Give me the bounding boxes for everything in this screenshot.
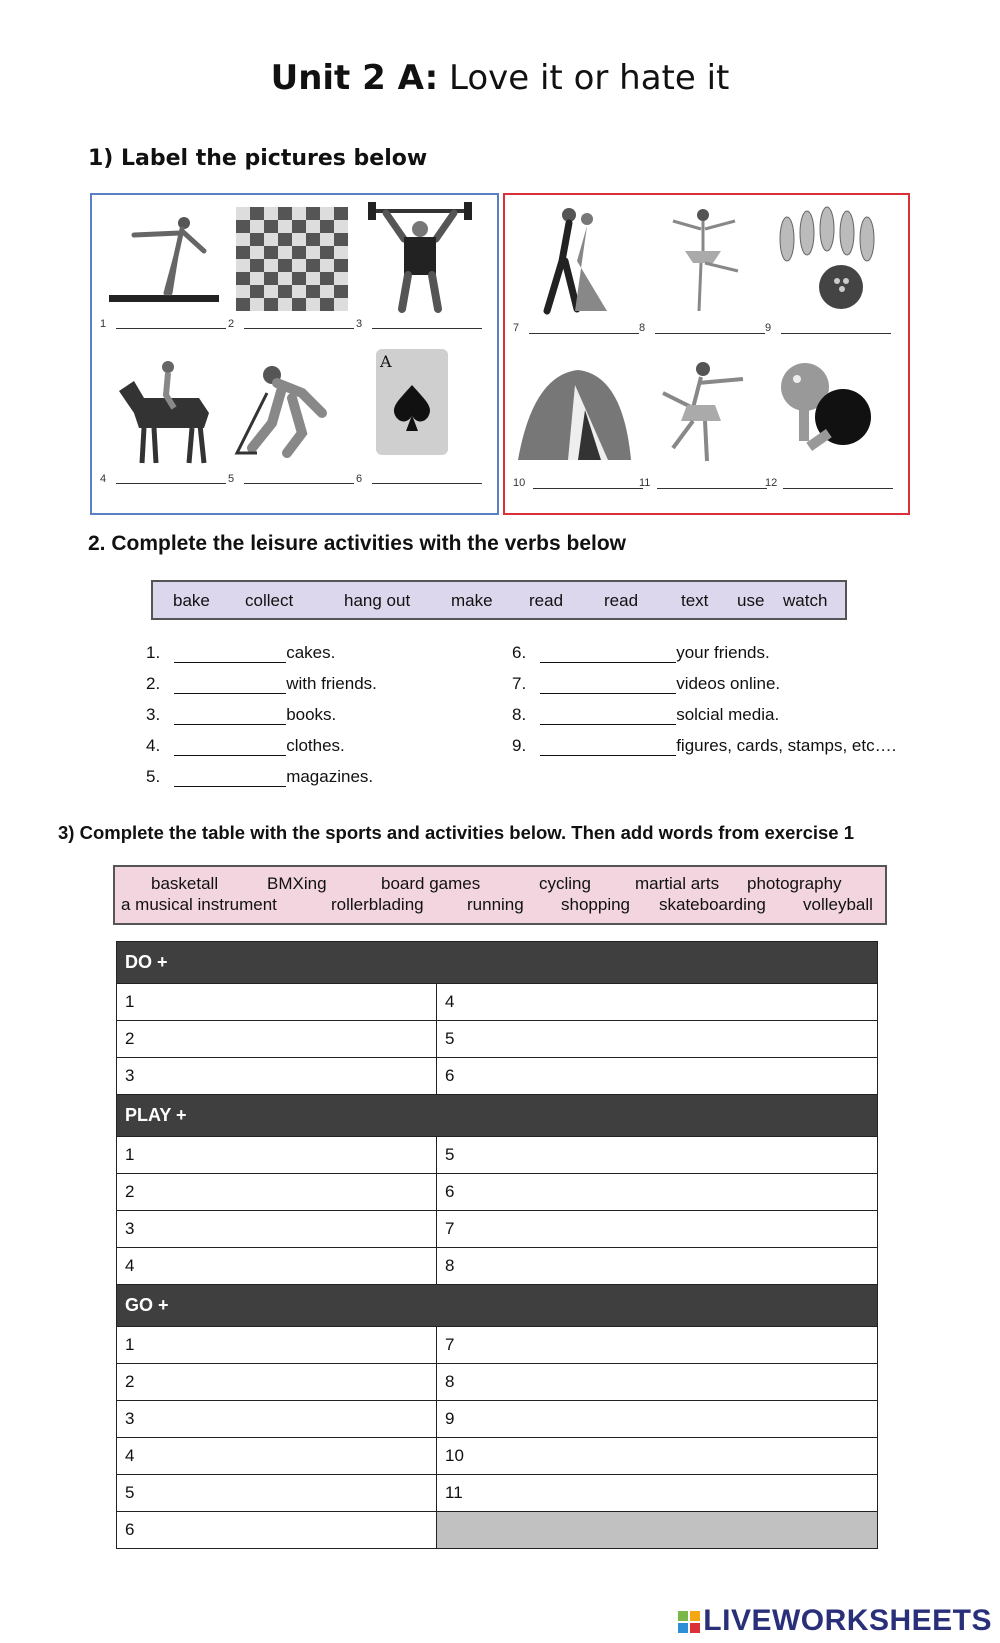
- bowling-picture: [767, 199, 887, 319]
- chess-square: [320, 298, 334, 311]
- answer-blank[interactable]: [540, 708, 676, 725]
- section2-heading: 2. Complete the leisure activities with the verbs below: [88, 532, 626, 555]
- exercise-item: 1. cakes.: [146, 643, 336, 662]
- answer-blank[interactable]: [540, 739, 676, 756]
- gymnastics-picture: [104, 201, 224, 321]
- table-cell[interactable]: 6: [437, 1174, 878, 1211]
- table-cell[interactable]: 6: [437, 1058, 878, 1095]
- chess-square: [320, 285, 334, 298]
- sport-word: BMXing: [267, 874, 327, 893]
- exercise-item: 9. figures, cards, stamps, etc….: [512, 736, 897, 755]
- picture-number: 4: [100, 473, 107, 485]
- table-cell[interactable]: 8: [437, 1248, 878, 1285]
- chess-square: [306, 298, 320, 311]
- picture-number: 3: [356, 318, 363, 330]
- table-cell[interactable]: 7: [437, 1327, 878, 1364]
- picture-panel-left: [90, 193, 499, 515]
- table-row: [117, 1174, 878, 1211]
- table-row: [117, 1248, 878, 1285]
- table-cell[interactable]: 8: [437, 1364, 878, 1401]
- table-cell[interactable]: 2: [117, 1021, 437, 1058]
- ice-skating-picture: [643, 353, 763, 473]
- chess-square: [292, 233, 306, 246]
- table-cell[interactable]: 9: [437, 1401, 878, 1438]
- label-line[interactable]: [116, 483, 226, 484]
- table-row: [117, 1327, 878, 1364]
- picture-number: 1: [100, 318, 107, 330]
- sport-word: running: [467, 895, 524, 914]
- chess-square: [306, 272, 320, 285]
- label-line[interactable]: [372, 483, 482, 484]
- picture-panel-right: [503, 193, 910, 515]
- sport-word: shopping: [561, 895, 631, 914]
- table-cell[interactable]: 4: [117, 1438, 437, 1475]
- table-cell[interactable]: 6: [117, 1512, 437, 1549]
- table-cell[interactable]: 4: [117, 1248, 437, 1285]
- chess-square: [306, 285, 320, 298]
- chess-square: [278, 259, 292, 272]
- sport-word: a musical instrument: [121, 895, 277, 914]
- chess-square: [334, 272, 348, 285]
- chess-square: [334, 220, 348, 233]
- chess-square: [292, 220, 306, 233]
- label-line[interactable]: [655, 333, 765, 334]
- camping-tent-picture: [513, 355, 633, 475]
- sport-word: skateboarding: [659, 895, 766, 914]
- chess-square: [236, 259, 250, 272]
- label-line[interactable]: [244, 483, 354, 484]
- table-group-header: GO +: [117, 1285, 878, 1327]
- label-line[interactable]: [244, 328, 354, 329]
- exercise-item: 5. magazines.: [146, 767, 374, 786]
- label-line[interactable]: [372, 328, 482, 329]
- chess-square: [320, 272, 334, 285]
- chess-square: [264, 298, 278, 311]
- label-line[interactable]: [783, 488, 893, 489]
- chess-square: [278, 246, 292, 259]
- chess-square: [264, 259, 278, 272]
- exercise-item: 4. clothes.: [146, 736, 345, 755]
- chess-square: [250, 233, 264, 246]
- chess-square: [334, 246, 348, 259]
- label-line[interactable]: [529, 333, 639, 334]
- chess-square: [250, 246, 264, 259]
- answer-blank[interactable]: [174, 646, 286, 663]
- label-line[interactable]: [116, 328, 226, 329]
- picture-number: 8: [639, 322, 646, 334]
- horse-riding-picture: [104, 353, 224, 473]
- ballet-picture: [643, 201, 763, 321]
- answer-blank[interactable]: [174, 677, 286, 694]
- chess-square: [306, 220, 320, 233]
- chess-square: [334, 285, 348, 298]
- exercise-item: 3. books.: [146, 705, 337, 724]
- sport-word: photography: [747, 874, 842, 893]
- dancing-picture: [517, 201, 637, 321]
- exercise-item: 2. with friends.: [146, 674, 377, 693]
- chess-square: [334, 233, 348, 246]
- chess-square: [250, 220, 264, 233]
- picture-number: 12: [765, 477, 778, 489]
- chess-square: [278, 285, 292, 298]
- chess-square: [306, 233, 320, 246]
- label-line[interactable]: [781, 333, 891, 334]
- chess-square: [292, 246, 306, 259]
- chess-square: [278, 220, 292, 233]
- table-cell[interactable]: 2: [117, 1174, 437, 1211]
- chess-square: [264, 207, 278, 220]
- chess-square: [250, 272, 264, 285]
- exercise-item: 7. videos online.: [512, 674, 781, 693]
- chess-square: [236, 246, 250, 259]
- table-group-header: DO +: [117, 942, 878, 984]
- label-line[interactable]: [533, 488, 643, 489]
- table-cell[interactable]: 3: [117, 1401, 437, 1438]
- chess-square: [264, 285, 278, 298]
- chess-square: [292, 272, 306, 285]
- chess-square: [292, 259, 306, 272]
- chess-square: [306, 259, 320, 272]
- picture-number: 5: [228, 473, 235, 485]
- chess-square: [306, 246, 320, 259]
- chess-square: [250, 207, 264, 220]
- table-tennis-picture: [767, 353, 887, 473]
- picture-number: 6: [356, 473, 363, 485]
- answer-blank[interactable]: [174, 739, 286, 756]
- chess-square: [250, 259, 264, 272]
- chess-square: [320, 220, 334, 233]
- ice-hockey-picture: [232, 353, 352, 473]
- table-row: [117, 1364, 878, 1401]
- table-cell[interactable]: 1: [117, 1137, 437, 1174]
- table-cell[interactable]: 5: [437, 1021, 878, 1058]
- picture-number: 7: [513, 322, 520, 334]
- section3-heading: 3) Complete the table with the sports and activities below. Then add words from exercise 1: [58, 822, 855, 843]
- weightlifting-picture: [360, 199, 480, 319]
- table-cell[interactable]: 1: [117, 1327, 437, 1364]
- chess-square: [320, 246, 334, 259]
- sports-word-box: [113, 865, 887, 925]
- picture-number: 9: [765, 322, 772, 334]
- table-row: [117, 1512, 878, 1549]
- chess-square: [320, 259, 334, 272]
- chess-square: [278, 298, 292, 311]
- page-title: Unit 2 A: Love it or hate it: [270, 58, 730, 98]
- answer-blank[interactable]: [540, 677, 676, 694]
- table-cell[interactable]: 3: [117, 1058, 437, 1095]
- chess-square: [264, 233, 278, 246]
- table-cell[interactable]: 5: [117, 1475, 437, 1512]
- svg-text:A: A: [380, 352, 392, 371]
- chess-square: [306, 207, 320, 220]
- verb-word: use: [737, 591, 765, 610]
- table-row: [117, 1058, 878, 1095]
- chess-square: [292, 285, 306, 298]
- section1-heading: 1) Label the pictures below: [88, 146, 428, 171]
- table-group-header: PLAY +: [117, 1095, 878, 1137]
- table-cell[interactable]: 11: [437, 1475, 878, 1512]
- verb-word: read: [529, 591, 564, 610]
- verb-word: read: [604, 591, 639, 610]
- picture-number: 10: [513, 477, 526, 489]
- table-row: [117, 1137, 878, 1174]
- chess-square: [334, 259, 348, 272]
- sport-word: martial arts: [635, 874, 720, 893]
- chess-square: [236, 220, 250, 233]
- table-cell[interactable]: 5: [437, 1137, 878, 1174]
- chess-square: [334, 207, 348, 220]
- chess-square: [250, 298, 264, 311]
- table-row: [117, 1211, 878, 1248]
- table-row: [117, 1401, 878, 1438]
- chess-square: [278, 272, 292, 285]
- verb-word-box: [151, 580, 847, 620]
- sport-word: rollerblading: [331, 895, 424, 914]
- label-line[interactable]: [657, 488, 767, 489]
- chess-square: [320, 207, 334, 220]
- chess-square: [334, 298, 348, 311]
- picture-number: 11: [639, 477, 651, 489]
- chess-square: [278, 233, 292, 246]
- table-row: [117, 1021, 878, 1058]
- table-cell[interactable]: 7: [437, 1211, 878, 1248]
- chess-square: [292, 207, 306, 220]
- chess-square: [264, 220, 278, 233]
- exercise-item: 6. your friends.: [512, 643, 770, 662]
- playing-card-picture: [362, 345, 482, 465]
- answer-blank[interactable]: [174, 770, 286, 787]
- exercise-item: 8. solcial media.: [512, 705, 780, 724]
- chess-square: [278, 207, 292, 220]
- table-cell-disabled: [437, 1512, 878, 1549]
- verb-word: watch: [783, 591, 828, 610]
- picture-number: 2: [228, 318, 235, 330]
- liveworksheets-logo: LIVEWORKSHEETS: [678, 1604, 992, 1638]
- chess-square: [320, 233, 334, 246]
- verb-word: hang out: [344, 591, 411, 610]
- table-cell[interactable]: 4: [437, 984, 878, 1021]
- chess-square: [250, 285, 264, 298]
- verb-word: bake: [173, 591, 210, 610]
- table-cell[interactable]: 1: [117, 984, 437, 1021]
- table-row: [117, 1475, 878, 1512]
- verb-word: text: [681, 591, 709, 610]
- sport-word: board games: [381, 874, 481, 893]
- chess-square: [236, 207, 250, 220]
- chess-square: [236, 285, 250, 298]
- chess-square: [236, 272, 250, 285]
- table-cell[interactable]: 3: [117, 1211, 437, 1248]
- chess-square: [292, 298, 306, 311]
- liveworksheets-logo-icon: [678, 1611, 700, 1633]
- answer-blank[interactable]: [540, 646, 676, 663]
- chess-square: [236, 233, 250, 246]
- table-cell[interactable]: 2: [117, 1364, 437, 1401]
- sport-word: basketall: [151, 874, 219, 893]
- sport-word: cycling: [539, 874, 591, 893]
- table-row: [117, 984, 878, 1021]
- table-row: [117, 1438, 878, 1475]
- chess-square: [264, 272, 278, 285]
- chess-picture: [232, 199, 352, 319]
- table-cell[interactable]: 10: [437, 1438, 878, 1475]
- verb-word: collect: [245, 591, 294, 610]
- sports-table: [116, 941, 878, 1549]
- answer-blank[interactable]: [174, 708, 286, 725]
- verb-word: make: [451, 591, 493, 610]
- chess-square: [264, 246, 278, 259]
- sport-word: volleyball: [803, 895, 873, 914]
- chess-square: [236, 298, 250, 311]
